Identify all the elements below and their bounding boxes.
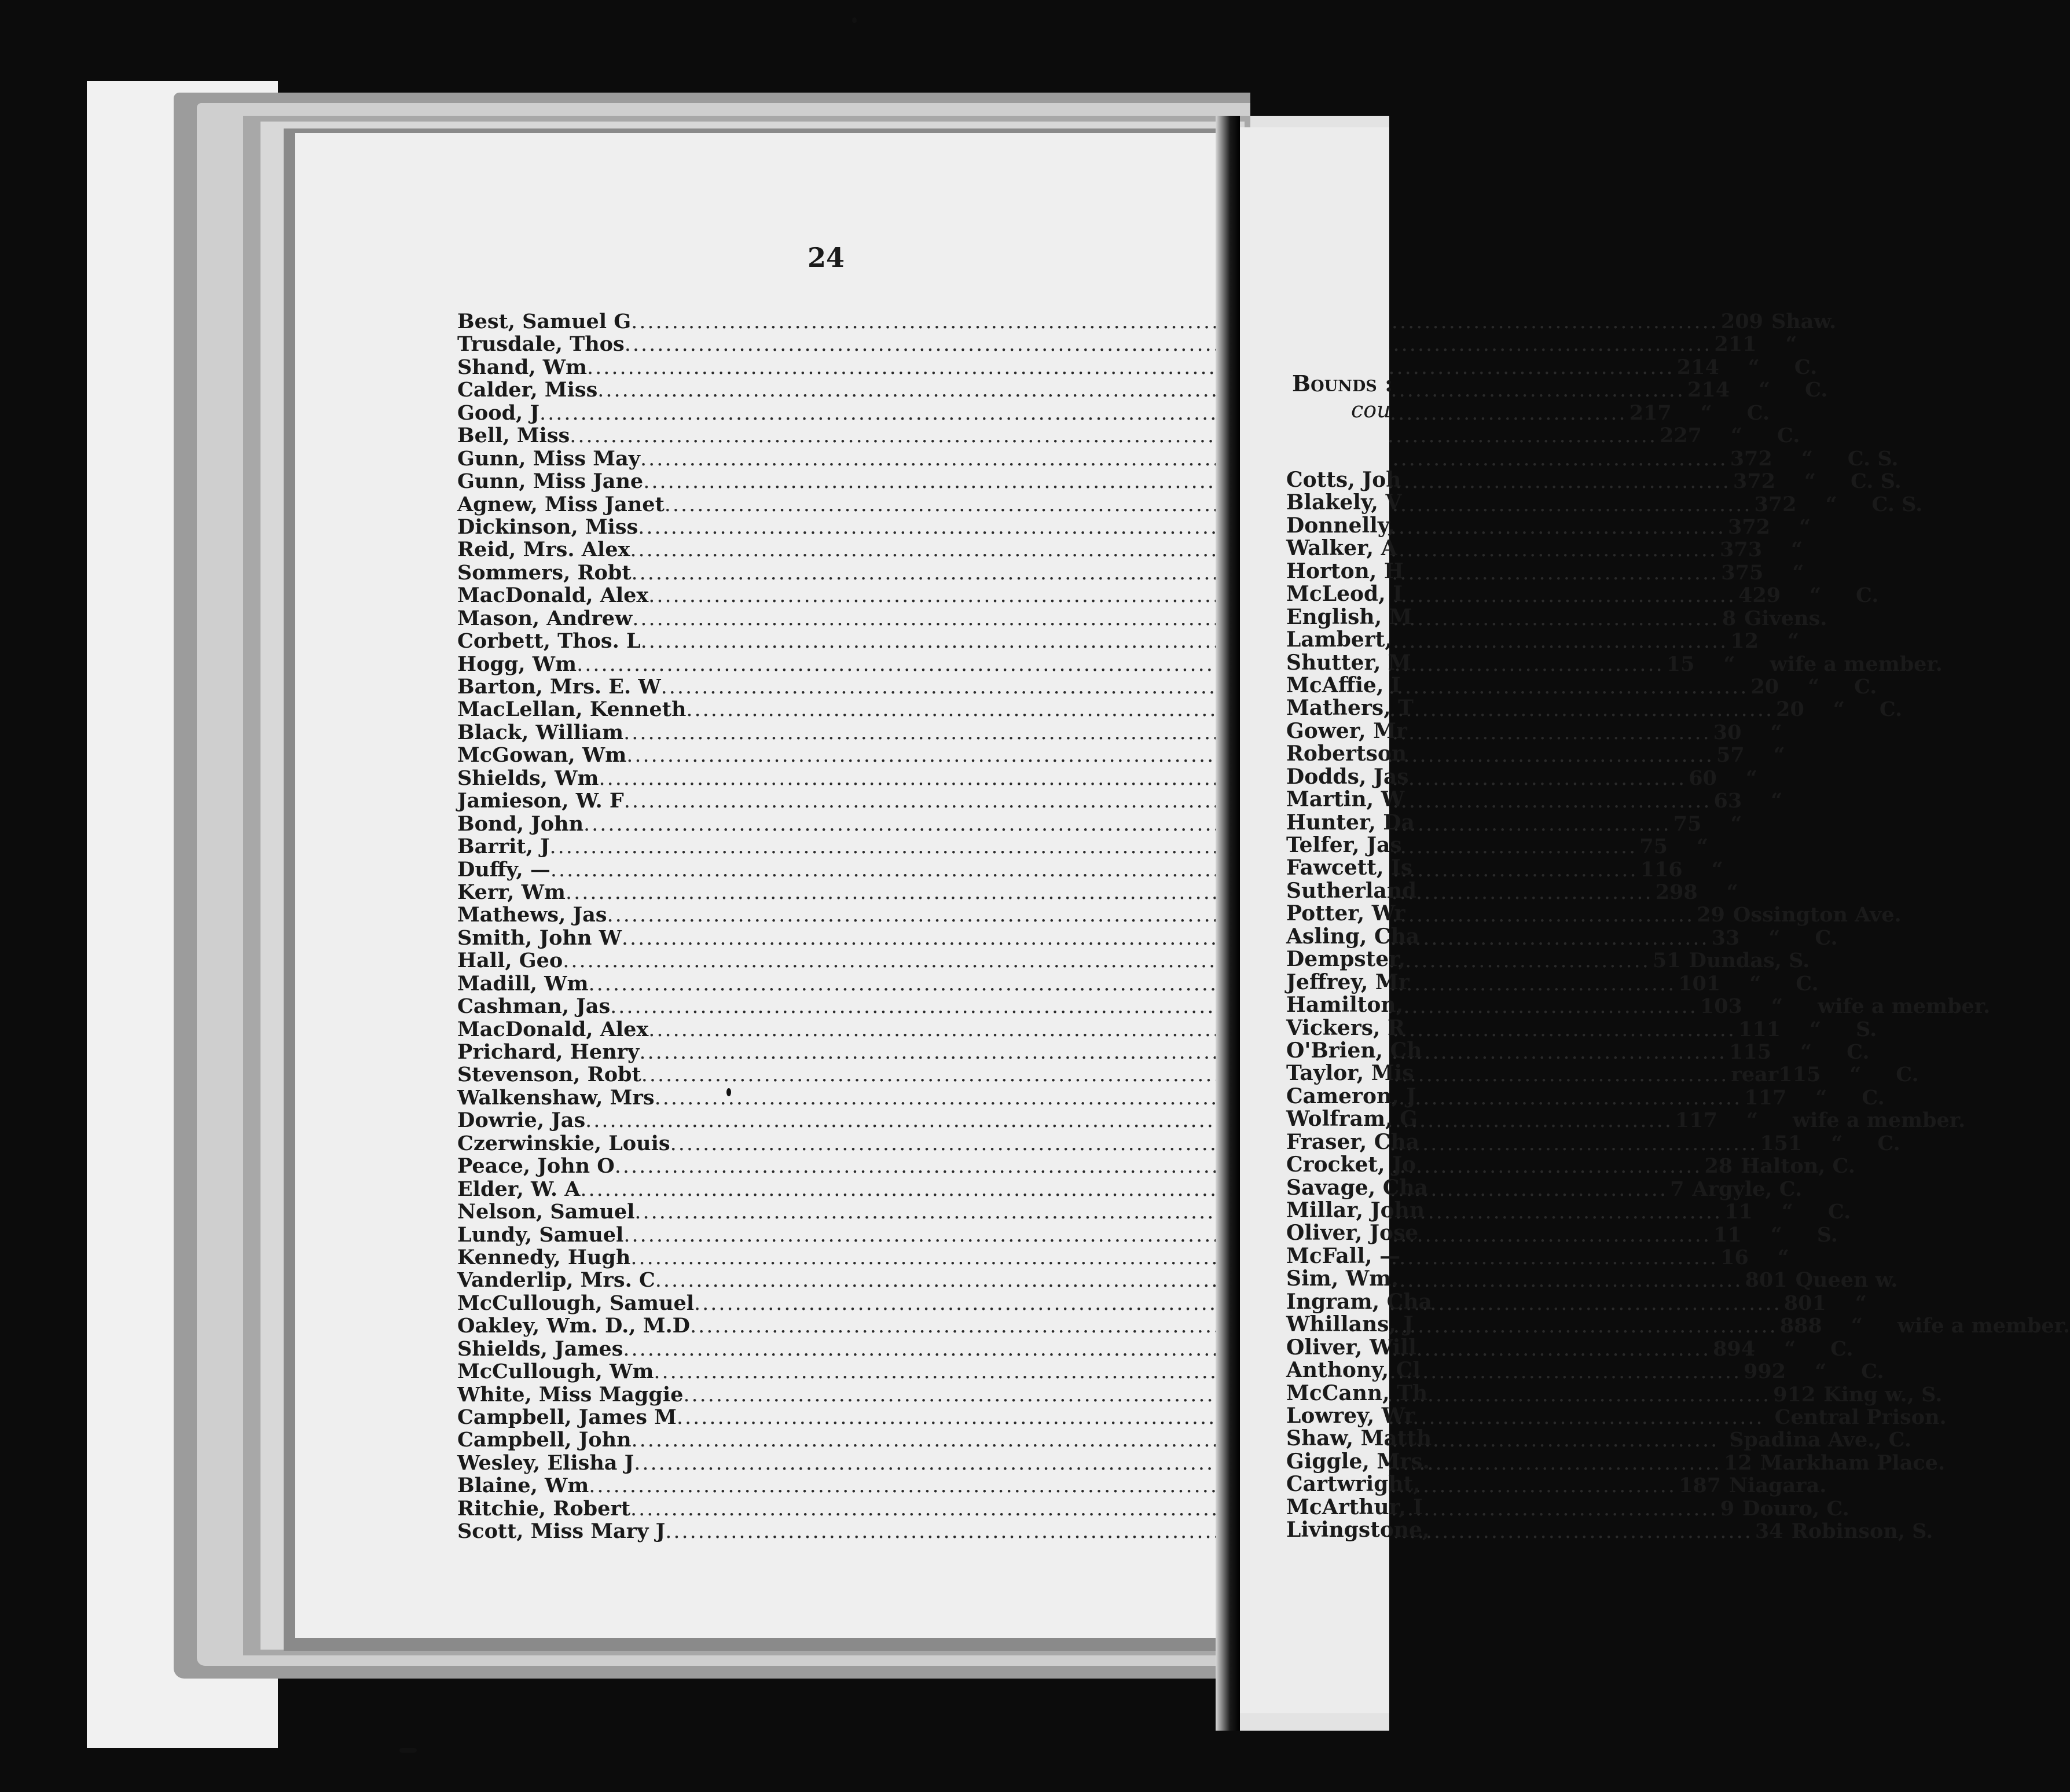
entry-place: “ — [1833, 697, 1845, 722]
entry-place: Halton, C. — [1741, 1154, 1855, 1178]
right-page-name: English, M — [1286, 604, 1412, 629]
right-page-name: Cartwright, — [1286, 1472, 1421, 1497]
entry-place: Robinson, S. — [1791, 1519, 1933, 1544]
entry-number: 117 — [1675, 1108, 1717, 1133]
entry-place: “ — [1855, 1291, 1867, 1315]
dot-leader — [648, 582, 1736, 607]
entry-number: 151 — [1760, 1131, 1803, 1155]
entry-note: C. S. — [1850, 469, 1902, 494]
entry-name: Nelson, Samuel — [457, 1200, 635, 1224]
right-page-name: Savage, Cha — [1286, 1175, 1428, 1200]
right-page-name: Walker, A — [1286, 536, 1397, 561]
entry-name: MacDonald, Alex — [457, 1017, 649, 1041]
right-page-name: Horton, H — [1286, 559, 1404, 583]
entry-number: 912 — [1773, 1382, 1816, 1407]
dot-leader — [623, 718, 1711, 744]
entry-name: White, Miss Maggie — [457, 1382, 684, 1407]
ink-speck — [726, 1088, 731, 1096]
entry-name: Hogg, Wm — [457, 652, 577, 676]
right-page-name: Taylor, Mis — [1286, 1061, 1414, 1086]
entry-place: “ — [1784, 1336, 1796, 1361]
entry-note: C. — [1847, 1040, 1870, 1064]
entry-name: Shand, Wm — [457, 355, 588, 379]
right-page-name: Donnelly, — [1286, 513, 1395, 538]
entry-number: 111 — [1738, 1017, 1781, 1041]
dot-leader — [661, 673, 1749, 699]
entry-place: “ — [1785, 332, 1797, 357]
entry-place: Argyle, C. — [1692, 1177, 1803, 1201]
entry-name: Shields, James — [457, 1336, 623, 1361]
entry-note: S. — [1816, 1222, 1838, 1247]
right-page-name: Dempster, — [1286, 947, 1406, 972]
right-page-name: Giggle, Mrs. — [1286, 1449, 1430, 1474]
entry-note: wife a member. — [1817, 994, 1991, 1019]
entry-note: C. — [1794, 355, 1818, 379]
entry-number: 57 — [1716, 743, 1745, 768]
entry-place: Shaw. — [1771, 310, 1837, 333]
entry-name: Madill, Wm — [457, 971, 589, 996]
book-gutter — [1216, 116, 1240, 1731]
entry-number: 63 — [1713, 789, 1742, 813]
entry-name: Black, William — [457, 720, 624, 744]
entry-name: Walkenshaw, Mrs — [457, 1085, 655, 1110]
entry-note: C. — [1777, 424, 1800, 448]
dot-leader — [630, 536, 1717, 561]
entry-place: King w., S. — [1823, 1382, 1943, 1407]
entry-place: “ — [1815, 1085, 1827, 1110]
entry-number: 11 — [1724, 1200, 1753, 1224]
right-page-name: Wolfram, G — [1286, 1107, 1418, 1132]
right-page-name: Telfer, Jas — [1286, 833, 1402, 857]
directory-entry — [457, 424, 1800, 448]
directory-entry — [457, 310, 1837, 333]
entry-name: Campbell, James M — [457, 1405, 677, 1429]
dot-leader — [599, 764, 1686, 790]
dot-leader — [623, 1221, 1711, 1247]
dot-leader — [607, 901, 1694, 927]
entry-number: 7 — [1670, 1177, 1684, 1201]
entry-note: S. — [1856, 1017, 1877, 1041]
entry-note: C. — [1796, 971, 1819, 996]
entry-number: 20 — [1750, 675, 1779, 699]
entry-note: C. — [1827, 1200, 1851, 1224]
entry-place: “ — [1791, 538, 1803, 562]
entry-name: Kerr, Wm — [457, 880, 566, 904]
entry-number: 117 — [1744, 1085, 1787, 1110]
entry-rear: rear — [1731, 1063, 1779, 1087]
dot-leader — [640, 448, 1728, 471]
entry-place: “ — [1787, 629, 1800, 653]
entry-name: Sommers, Robt — [457, 560, 632, 585]
right-page-name: Anthony, Cl — [1286, 1358, 1421, 1383]
entry-note: C. — [1896, 1063, 1919, 1087]
entry-number: 29 — [1697, 903, 1725, 927]
directory-entry — [457, 355, 1818, 379]
entry-name: Trusdale, Thos — [457, 332, 625, 357]
entry-number: 116 — [1640, 857, 1683, 882]
dot-leader — [632, 604, 1720, 630]
dot-leader — [641, 627, 1728, 653]
right-page-name: Mathers, T — [1286, 696, 1414, 721]
right-page-name: Hamilton, — [1286, 993, 1404, 1018]
page-number: 24 — [808, 242, 845, 273]
entry-place: Niagara. — [1729, 1474, 1827, 1498]
dot-leader — [622, 924, 1709, 950]
dot-leader — [566, 878, 1653, 904]
entry-place: “ — [1745, 766, 1757, 790]
right-page-name: Gower, Mr — [1286, 718, 1407, 743]
right-page-name: Whillans, J — [1286, 1312, 1414, 1337]
entry-place: “ — [1799, 515, 1811, 539]
entry-number: 15 — [1666, 652, 1695, 676]
directory-entry — [457, 332, 1797, 357]
entry-name: Mathews, Jas — [457, 903, 607, 927]
entry-place: “ — [1730, 811, 1742, 836]
right-page-list — [1286, 469, 1432, 1542]
entry-name: Scott, Miss Mary J — [457, 1519, 666, 1544]
entry-name: Ritchie, Robert — [457, 1496, 631, 1521]
entry-place: Central Prison. — [1774, 1405, 1947, 1429]
entry-name: Kennedy, Hugh — [457, 1245, 631, 1269]
entry-name: Shields, Wm — [457, 766, 599, 790]
entry-number: 20 — [1776, 697, 1804, 722]
entry-place: Givens. — [1744, 606, 1827, 630]
entry-place: “ — [1696, 835, 1709, 859]
entry-note: C. — [1856, 583, 1879, 608]
right-page-name: Cameron, J — [1286, 1084, 1416, 1108]
entry-place: “ — [1815, 1360, 1827, 1384]
dot-leader — [563, 947, 1650, 972]
entry-note: C. — [1805, 378, 1828, 402]
entry-place: “ — [1809, 583, 1822, 608]
entry-note: C. — [1879, 697, 1903, 722]
dot-leader — [631, 311, 1719, 333]
entry-number: 227 — [1659, 424, 1702, 448]
entry-name: Jamieson, W. F — [457, 789, 624, 813]
entry-note: wife a member. — [1897, 1314, 2070, 1338]
entry-place: “ — [1726, 880, 1738, 904]
entry-number: 187 — [1678, 1474, 1722, 1498]
entry-name: Gunn, Miss May — [457, 446, 640, 471]
entry-name: Hall, Geo — [457, 949, 563, 973]
entry-name: Dowrie, Jas — [457, 1108, 586, 1133]
entry-place: “ — [1770, 720, 1782, 744]
entry-place: Dundas, S. — [1689, 949, 1810, 973]
entry-place: “ — [1700, 401, 1712, 425]
entry-note: C. S. — [1847, 446, 1899, 471]
right-page-name: McAffie, I — [1286, 673, 1401, 697]
entry-number: 375 — [1721, 560, 1764, 585]
entry-name: Prichard, Henry — [457, 1040, 640, 1064]
dot-leader — [580, 1175, 1668, 1201]
entry-place: “ — [1825, 492, 1837, 516]
dot-leader — [643, 468, 1731, 493]
right-page-name: Crocket, Jo — [1286, 1152, 1416, 1177]
entry-place: “ — [1807, 675, 1820, 699]
ink-speck — [399, 1748, 417, 1753]
right-page-name: Shutter, M — [1286, 650, 1411, 675]
entry-name: MacDonald, Alex — [457, 583, 649, 608]
entry-name: Wesley, Elisha J — [457, 1451, 634, 1475]
dot-leader — [654, 1358, 1741, 1383]
right-page-name: Livingstone, — [1286, 1518, 1430, 1543]
entry-name: Barrit, J — [457, 835, 550, 859]
entry-name: Czerwinskie, Louis — [457, 1131, 670, 1155]
entry-place: “ — [1804, 469, 1816, 494]
entry-note: C. — [1862, 1085, 1885, 1110]
entry-place: Spadina Ave., C. — [1729, 1428, 1912, 1452]
entry-name: Bond, John — [457, 811, 584, 836]
right-page — [1240, 127, 1432, 1713]
entry-number: 217 — [1629, 401, 1672, 425]
entry-name: Agnew, Miss Janet — [457, 492, 665, 516]
dot-leader — [610, 993, 1698, 1018]
dot-leader — [630, 1494, 1718, 1521]
entry-number: 373 — [1720, 538, 1763, 562]
entry-number: 801 — [1745, 1268, 1788, 1292]
entry-number: 372 — [1754, 492, 1797, 516]
dot-leader — [634, 1198, 1722, 1224]
entry-number: 12 — [1730, 629, 1759, 653]
entry-number: 28 — [1704, 1154, 1733, 1178]
entry-place: “ — [1768, 926, 1781, 950]
entry-number: 12 — [1723, 1451, 1752, 1475]
entry-place: “ — [1730, 424, 1743, 448]
entry-name: McGowan, Wm — [457, 743, 627, 768]
entry-note: C. — [1815, 926, 1838, 950]
dot-leader — [624, 787, 1712, 813]
dot-leader — [632, 1426, 1719, 1452]
dot-leader — [589, 970, 1676, 996]
entry-place: “ — [1851, 1314, 1863, 1338]
dot-leader — [641, 1061, 1729, 1086]
right-page-name: Blakely, V — [1286, 490, 1402, 515]
entry-place: “ — [1723, 652, 1735, 676]
entry-place: “ — [1758, 378, 1771, 402]
right-page-name: Fraser, Cha — [1286, 1129, 1419, 1154]
dot-leader — [648, 1015, 1736, 1041]
right-page-name: Shaw, Matth — [1286, 1426, 1432, 1451]
right-page-name: Martin, W — [1286, 787, 1405, 812]
entry-place: Queen w. — [1795, 1268, 1898, 1292]
right-page-heading: Bounds : — [1292, 370, 1393, 396]
entry-place: “ — [1749, 971, 1761, 996]
dot-leader — [589, 1472, 1676, 1497]
entry-place: “ — [1777, 1245, 1789, 1269]
entry-number: 115 — [1729, 1040, 1772, 1064]
dot-leader — [655, 1266, 1743, 1292]
entry-place: “ — [1711, 857, 1723, 882]
right-page-name: Cotts, Joh — [1286, 468, 1401, 492]
right-page-name: Hunter, Da — [1286, 810, 1415, 835]
right-page-name: O'Brien, Ch — [1286, 1038, 1422, 1063]
entry-name: Corbett, Thos. L — [457, 629, 641, 653]
entry-name: Vanderlip, Mrs. C — [457, 1268, 655, 1292]
right-page-name: Oliver, Jose — [1286, 1221, 1419, 1246]
dot-leader — [665, 1518, 1753, 1543]
right-page-name: Ingram, Cha — [1286, 1289, 1432, 1314]
dot-leader — [634, 1449, 1722, 1475]
entry-number: 888 — [1779, 1314, 1822, 1338]
entry-name: McCullough, Samuel — [457, 1291, 695, 1315]
right-page-name: Jeffrey, Mr — [1286, 970, 1410, 994]
entry-number: 51 — [1652, 949, 1681, 973]
entry-place: “ — [1800, 1040, 1812, 1064]
dot-leader — [630, 1243, 1718, 1269]
right-page-name: Asling, Cha — [1286, 924, 1420, 949]
dot-leader — [587, 357, 1675, 379]
right-page-name: Sim, Wm. — [1286, 1266, 1399, 1291]
right-page-name: Oliver, Will — [1286, 1335, 1416, 1360]
right-page-name: Potter, Wr — [1286, 901, 1405, 926]
entry-name: Good, J — [457, 401, 539, 425]
entry-place: “ — [1831, 1131, 1843, 1155]
entry-place: “ — [1770, 1222, 1782, 1247]
entry-number: 214 — [1687, 378, 1730, 402]
dot-leader — [623, 1335, 1711, 1361]
entry-place: “ — [1792, 560, 1804, 585]
entry-place: “ — [1781, 1200, 1793, 1224]
entry-note: wife a member. — [1792, 1108, 1966, 1133]
entry-number: 11 — [1713, 1222, 1742, 1247]
entry-name: Gunn, Miss Jane — [457, 469, 644, 494]
dot-leader — [625, 333, 1712, 356]
entry-note: C. — [1877, 1131, 1900, 1155]
entry-place: “ — [1801, 446, 1813, 471]
right-page-name: Vickers, R — [1286, 1015, 1405, 1040]
entry-number: 60 — [1689, 766, 1717, 790]
entry-number: 372 — [1730, 446, 1772, 471]
entry-number: 209 — [1720, 310, 1763, 333]
entry-name: Dickinson, Miss — [457, 515, 638, 539]
entry-number: 16 — [1720, 1245, 1749, 1269]
ink-speck — [852, 17, 857, 23]
entry-place: “ — [1771, 789, 1783, 813]
entry-note: C. — [1830, 1336, 1854, 1361]
entry-name: Cashman, Jas — [457, 994, 611, 1019]
dot-leader — [539, 402, 1627, 425]
dot-leader — [632, 559, 1719, 585]
entry-name: Barton, Mrs. E. W — [457, 675, 661, 699]
entry-number: 214 — [1676, 355, 1719, 379]
entry-number: 211 — [1714, 332, 1757, 357]
entry-number: 103 — [1700, 994, 1742, 1019]
entry-name: Campbell, John — [457, 1428, 632, 1452]
right-page-subheading: cou — [1351, 397, 1391, 423]
entry-note: C. — [1746, 401, 1770, 425]
entry-number: 33 — [1711, 926, 1740, 950]
dot-leader — [626, 741, 1714, 767]
dot-leader — [550, 833, 1638, 858]
entry-number: 801 — [1783, 1291, 1826, 1315]
entry-name: Duffy, — — [457, 857, 550, 882]
entry-name: Bell, Miss — [457, 424, 570, 448]
entry-note: C. — [1854, 675, 1877, 699]
dot-leader — [550, 855, 1638, 882]
entry-place: “ — [1849, 1063, 1862, 1087]
entry-place: Douro, C. — [1742, 1496, 1849, 1521]
dot-leader — [597, 379, 1685, 402]
right-page-name: Millar, John — [1286, 1198, 1425, 1222]
entry-number: 429 — [1738, 583, 1781, 608]
entry-name: Oakley, Wm. D., M.D — [457, 1314, 690, 1338]
dot-leader — [570, 425, 1657, 447]
entry-name: Reid, Mrs. Alex — [457, 538, 630, 562]
right-page-name: McCann, Th — [1286, 1380, 1428, 1405]
right-page-name: Robertson — [1286, 741, 1407, 766]
entry-name: Blaine, Wm — [457, 1474, 589, 1498]
entry-place: “ — [1771, 994, 1783, 1019]
dot-leader — [615, 1152, 1702, 1178]
entry-number: 75 — [1639, 835, 1668, 859]
entry-number: 30 — [1713, 720, 1742, 744]
dot-leader — [577, 650, 1664, 676]
right-page-name: Sutherland — [1286, 878, 1417, 903]
entry-number: 115 — [1778, 1063, 1821, 1087]
dot-leader — [665, 494, 1752, 516]
dot-leader — [585, 1107, 1673, 1132]
entry-place: “ — [1746, 1108, 1758, 1133]
entry-number: 9 — [1720, 1496, 1735, 1521]
dot-leader — [655, 1084, 1742, 1110]
entry-number: 34 — [1755, 1519, 1783, 1544]
right-page-name: McArthur, I — [1286, 1494, 1423, 1519]
entry-name: Peace, John O — [457, 1154, 615, 1178]
dot-leader — [583, 810, 1671, 836]
entry-name: MacLellan, Kenneth — [457, 697, 687, 722]
entry-number: 372 — [1727, 515, 1771, 539]
entry-name: Elder, W. A — [457, 1177, 581, 1201]
right-page-name: Fawcett, Is — [1286, 855, 1413, 880]
right-page-name: Dodds, Jas — [1286, 764, 1409, 789]
entry-place: “ — [1748, 355, 1760, 379]
dot-leader — [639, 1038, 1727, 1064]
entry-name: McCullough, Wm — [457, 1360, 654, 1384]
entry-note: C. — [1861, 1360, 1884, 1384]
entry-place: “ — [1809, 1017, 1822, 1041]
entry-number: 992 — [1744, 1360, 1786, 1384]
entry-name: Calder, Miss — [457, 378, 598, 402]
entry-name: Lundy, Samuel — [457, 1222, 624, 1247]
right-page-name: Lambert, — [1286, 627, 1392, 652]
dot-leader — [670, 1129, 1758, 1155]
dot-leader — [638, 513, 1726, 539]
entry-place: Ossington Ave. — [1733, 903, 1902, 927]
entry-note: wife a member. — [1770, 652, 1943, 676]
entry-number: 75 — [1673, 811, 1702, 836]
entry-name: Best, Samuel G — [457, 310, 632, 333]
right-page-name: Lowrey, Wr — [1286, 1403, 1415, 1428]
entry-place: Markham Place. — [1760, 1451, 1946, 1475]
entry-number: 894 — [1713, 1336, 1756, 1361]
entry-name: Mason, Andrew — [457, 606, 633, 630]
entry-note: C. S. — [1871, 492, 1923, 516]
entry-number: 8 — [1722, 606, 1737, 630]
right-page-name: McFall, — — [1286, 1243, 1401, 1268]
entry-place: “ — [1773, 743, 1785, 768]
entry-number: 101 — [1678, 971, 1721, 996]
entry-name: Stevenson, Robt — [457, 1063, 641, 1087]
entry-number: 372 — [1733, 469, 1775, 494]
entry-name: Smith, John W — [457, 926, 622, 950]
directory-entry — [457, 446, 1899, 471]
right-page-name: McLeod, I — [1286, 582, 1403, 607]
entry-number: 298 — [1655, 880, 1698, 904]
